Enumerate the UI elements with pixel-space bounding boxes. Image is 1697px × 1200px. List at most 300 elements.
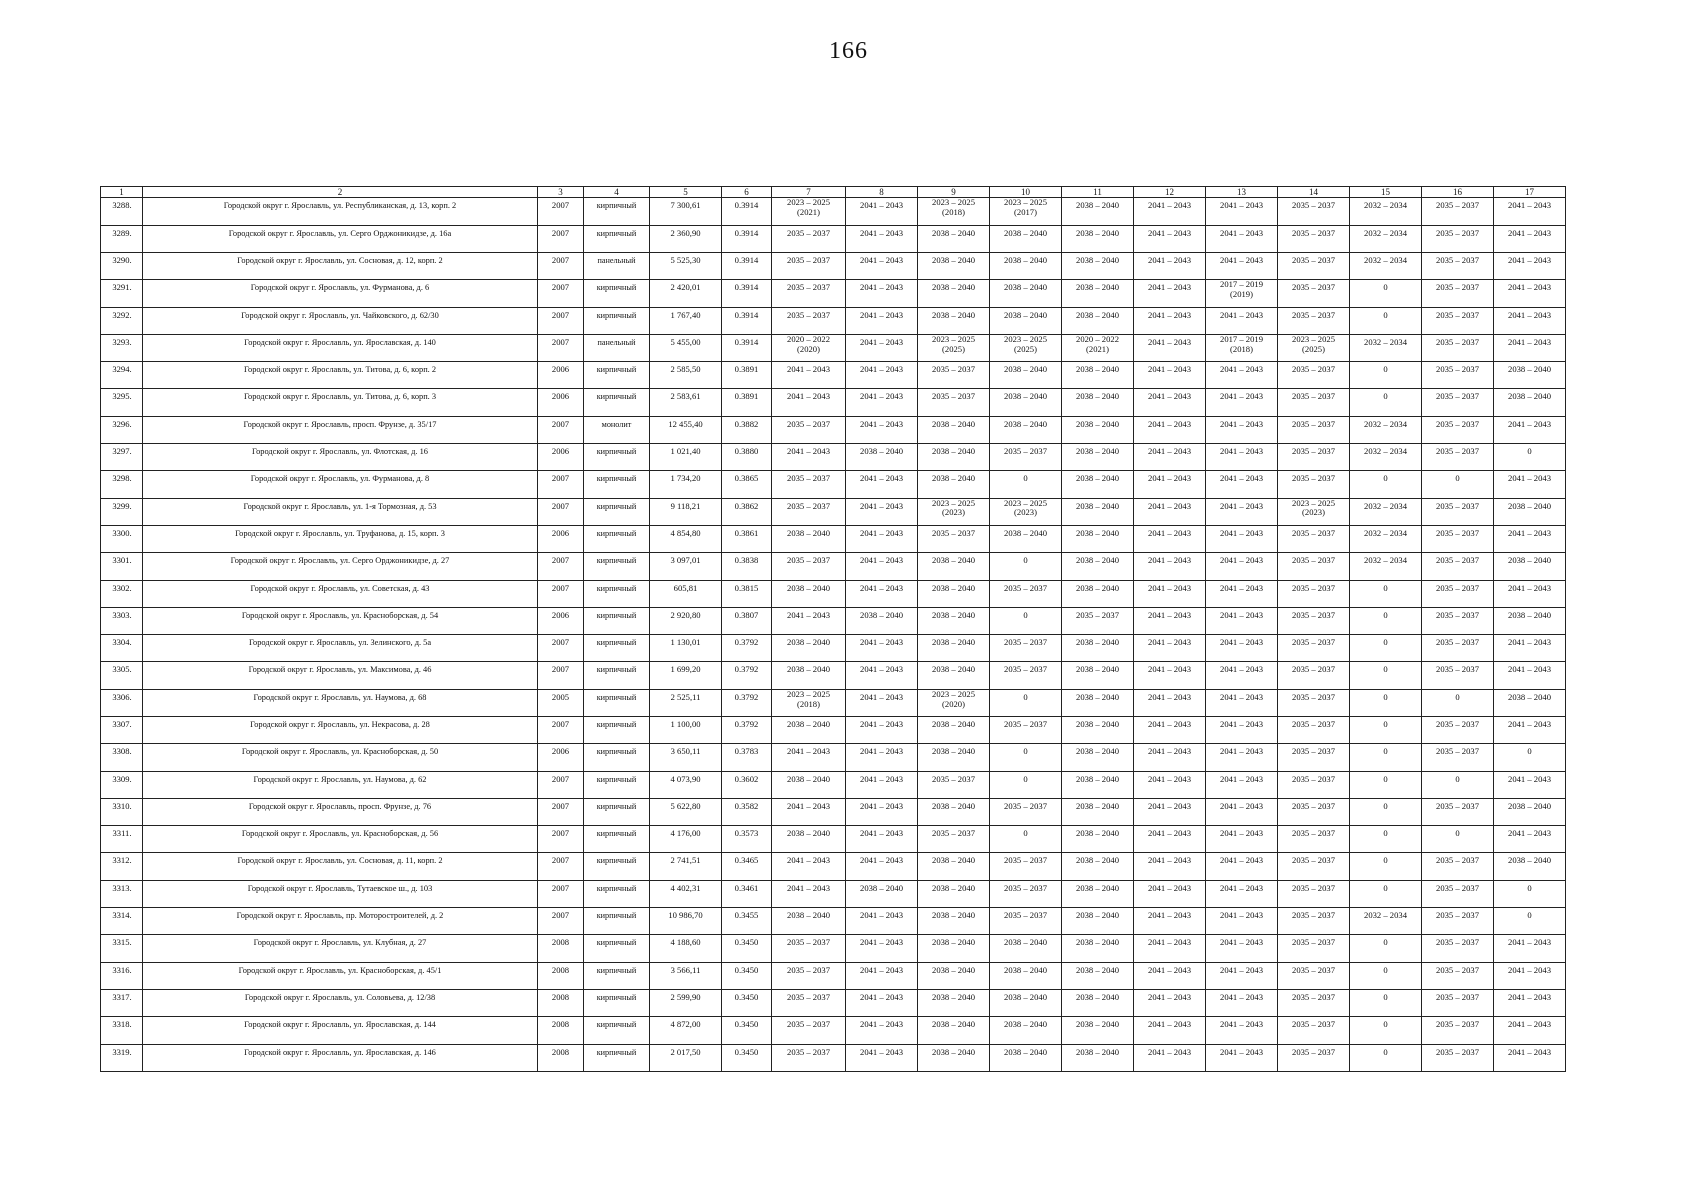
row-number-cell [101,471,143,498]
cell-text: 2038 – 2040 [1076,364,1119,375]
cell-text: 2 420,01 [670,282,701,293]
table-cell [722,553,772,580]
table-cell [1278,989,1350,1016]
cell-text: Городской округ г. Ярославль, ул. Чайковского, д. 62/30 [241,310,439,320]
cell-text: 2007 [551,254,570,265]
cell-text: 2035 – 2037 [1436,282,1479,293]
cell-text: 0.3880 [734,446,759,457]
table-cell [1134,444,1206,471]
cell-text: 2038 – 2040 [1508,364,1551,375]
cell-text: 2041 – 2043 [860,500,903,511]
column-header: 6 [722,187,772,198]
cell-text: 0.3450 [734,1046,759,1057]
table-cell [1206,362,1278,389]
address-cell [143,416,538,443]
table-cell [990,252,1062,279]
cell-text: Городской округ г. Ярославль, ул. 1-я Тормозная, д. 53 [243,501,437,511]
table-cell [1206,635,1278,662]
table-row [101,307,1566,334]
table-cell [1062,334,1134,361]
cell-text: 2038 – 2040 [932,418,975,429]
cell-line: 2023 – 2025 [932,197,975,208]
table-cell [722,362,772,389]
cell-text: 0.3455 [734,910,759,921]
cell-text: 2041 – 2043 [1148,473,1191,484]
table-cell [1350,280,1422,307]
cell-text: 2041 – 2043 [860,828,903,839]
row-number-cell [101,798,143,825]
cell-line: (2017) [1014,207,1037,218]
cell-text: кирпичный [596,801,637,811]
cell-text: 2035 – 2037 [1292,991,1335,1002]
cell-text: 2041 – 2043 [1508,828,1551,839]
cell-text: 2035 – 2037 [1292,800,1335,811]
cell-text: 2035 – 2037 [787,227,830,238]
cell-text: 3295. [112,391,132,402]
cell-text: 2041 – 2043 [860,254,903,265]
cell-text: 2035 – 2037 [1004,882,1047,893]
cell-text: 2038 – 2040 [787,718,830,729]
cell-text: 0.3865 [734,473,759,484]
cell-line: 2023 – 2025 [1004,334,1047,344]
cell-text: 2035 – 2037 [1004,446,1047,457]
cell-text: 2006 [551,446,570,457]
table-cell [1206,471,1278,498]
table-cell [1494,798,1566,825]
table-cell [650,798,722,825]
cell-text: 3313. [112,882,132,893]
address-cell [143,553,538,580]
row-number-cell [101,989,143,1016]
column-header: 13 [1206,187,1278,198]
table-cell [1062,280,1134,307]
row-number-cell [101,880,143,907]
cell-text: кирпичный [596,692,637,702]
cell-text: Городской округ г. Ярославль, ул. Красноборская, д. 45/1 [238,965,442,975]
cell-text: 2008 [551,964,570,975]
table-cell [650,280,722,307]
cell-text: 2041 – 2043 [1220,773,1263,784]
table-cell [538,635,584,662]
cell-text: 2007 [551,664,570,675]
cell-text: 0 [1023,773,1028,784]
cell-text: 2035 – 2037 [1292,855,1335,866]
cell-text: 2041 – 2043 [1148,582,1191,593]
table-cell [1278,389,1350,416]
cell-text: 0.3450 [734,937,759,948]
cell-text: 2032 – 2034 [1364,910,1407,921]
table-cell [1062,580,1134,607]
cell-text: 2041 – 2043 [1220,746,1263,757]
table-cell [918,989,990,1016]
row-number-cell [101,635,143,662]
cell-text: 2035 – 2037 [1436,446,1479,457]
cell-text: 2038 – 2040 [1076,882,1119,893]
cell-text: 2 599,90 [670,991,701,1002]
table-cell [722,1017,772,1044]
cell-text: 3 566,11 [670,964,701,975]
table-cell [1494,334,1566,361]
table-cell [1494,771,1566,798]
table-cell [538,607,584,634]
table-cell [1206,280,1278,307]
cell-text: 2041 – 2043 [1148,391,1191,402]
cell-text: 2035 – 2037 [1004,855,1047,866]
address-cell [143,225,538,252]
cell-text: 2007 [551,800,570,811]
table-cell [990,744,1062,771]
cell-text: 2041 – 2043 [1220,227,1263,238]
table-cell [1494,689,1566,716]
cell-text: кирпичный [596,528,637,538]
column-header: 11 [1062,187,1134,198]
table-cell [918,525,990,552]
cell-text: 2041 – 2043 [1220,391,1263,402]
table-cell [538,989,584,1016]
cell-text: 2041 – 2043 [860,746,903,757]
table-cell [1134,225,1206,252]
table-cell [772,334,846,361]
cell-text: 2035 – 2037 [1436,418,1479,429]
table-cell [846,771,918,798]
table-cell [1422,798,1494,825]
cell-text: 2041 – 2043 [1220,937,1263,948]
cell-text: Городской округ г. Ярославль, ул. Зелинского, д. 5а [248,638,432,648]
cell-text: 3294. [112,364,132,375]
table-cell [1278,280,1350,307]
cell-text: 2035 – 2037 [1292,282,1335,293]
table-row [101,635,1566,662]
cell-text: 0 [1023,609,1028,620]
table-cell [722,1044,772,1071]
table-cell [772,853,846,880]
table-cell [1350,635,1422,662]
table-cell [772,962,846,989]
wall-material-cell [584,553,650,580]
cell-text: 2007 [551,282,570,293]
cell-text: 2035 – 2037 [1436,718,1479,729]
cell-text: кирпичный [596,447,637,457]
cell-text: 2035 – 2037 [1436,964,1479,975]
table-cell [1494,962,1566,989]
table-cell [772,280,846,307]
cell-text: 2041 – 2043 [1148,937,1191,948]
cell-text: 0.3602 [734,773,759,784]
table-cell [990,580,1062,607]
cell-text: 2041 – 2043 [1220,364,1263,375]
cell-text: 2035 – 2037 [1292,664,1335,675]
column-header: 8 [846,187,918,198]
table-cell [918,853,990,880]
table-cell [1206,498,1278,525]
table-cell [1134,580,1206,607]
cell-text: 0 [1383,991,1388,1002]
cell-text: 2035 – 2037 [1004,718,1047,729]
table-cell [990,1044,1062,1071]
cell-text: 0 [1383,691,1388,702]
table-cell [538,826,584,853]
table-cell [1278,416,1350,443]
cell-text: 2038 – 2040 [860,609,903,620]
cell-text: 2041 – 2043 [860,364,903,375]
table-cell [772,935,846,962]
table-cell [990,553,1062,580]
cell-text: 0.3450 [734,1019,759,1030]
cell-line: (2018) [1230,343,1253,354]
row-number-cell [101,525,143,552]
cell-text: 2007 [551,200,570,211]
cell-text: 2041 – 2043 [1220,254,1263,265]
cell-text: кирпичный [596,1020,637,1030]
table-cell [1206,525,1278,552]
table-cell [990,471,1062,498]
table-cell [650,553,722,580]
cell-text: 2038 – 2040 [1076,418,1119,429]
cell-text: 2041 – 2043 [860,309,903,320]
cell-text: Городской округ г. Ярославль, ул. Серго Орджоникидзе, д. 16а [228,228,452,238]
cell-text: 2032 – 2034 [1364,254,1407,265]
table-cell [1422,225,1494,252]
cell-text: кирпичный [596,201,637,211]
cell-text: 2035 – 2037 [1436,309,1479,320]
cell-text: 2038 – 2040 [1076,1019,1119,1030]
cell-text: Городской округ г. Ярославль, ул. Труфанова, д. 15, корп. 3 [235,528,445,538]
cell-text: 2041 – 2043 [1508,964,1551,975]
table-row [101,744,1566,771]
cell-text: 0 [1023,828,1028,839]
cell-text: 2041 – 2043 [860,282,903,293]
table-cell [1062,880,1134,907]
cell-text: кирпичный [596,610,637,620]
table-cell [772,989,846,1016]
table-cell [772,580,846,607]
table-row [101,362,1566,389]
cell-text: 2041 – 2043 [1148,800,1191,811]
cell-text: 2038 – 2040 [1508,555,1551,566]
table-cell [1206,334,1278,361]
table-cell [1134,908,1206,935]
row-number-cell [101,280,143,307]
cell-text: 2035 – 2037 [1292,364,1335,375]
cell-text: 2035 – 2037 [787,254,830,265]
table-cell [1062,1017,1134,1044]
cell-text: 0 [1383,746,1388,757]
wall-material-cell [584,280,650,307]
table-cell [772,771,846,798]
cell-text: 2038 – 2040 [1076,555,1119,566]
cell-text: 2041 – 2043 [1508,527,1551,538]
table-cell [1134,798,1206,825]
cell-text: 2035 – 2037 [1292,446,1335,457]
cell-text: 2041 – 2043 [860,991,903,1002]
address-cell [143,635,538,662]
cell-text: 2032 – 2034 [1364,500,1407,511]
table-cell [1062,689,1134,716]
table-cell [846,935,918,962]
table-cell [650,908,722,935]
table-cell [650,225,722,252]
cell-text: 2007 [551,473,570,484]
table-cell [1350,444,1422,471]
table-cell [538,1017,584,1044]
table-cell [990,853,1062,880]
table-cell [1494,389,1566,416]
cell-text: 3303. [112,609,132,620]
cell-text: 2006 [551,391,570,402]
table-cell [1206,662,1278,689]
table-row [101,225,1566,252]
table-row [101,853,1566,880]
cell-text: 0 [1455,773,1460,784]
table-cell [772,225,846,252]
cell-text: 0 [1527,446,1532,457]
cell-text: 2041 – 2043 [1148,664,1191,675]
wall-material-cell [584,1044,650,1071]
table-cell [538,580,584,607]
table-cell [1494,198,1566,225]
table-cell [1134,853,1206,880]
table-row [101,798,1566,825]
table-cell [1350,662,1422,689]
table-cell [1494,744,1566,771]
row-number-cell [101,580,143,607]
cell-text: 2041 – 2043 [1148,910,1191,921]
table-cell [1206,826,1278,853]
table-cell [722,826,772,853]
table-cell [1350,908,1422,935]
table-cell [990,225,1062,252]
table-cell [1494,826,1566,853]
column-header: 12 [1134,187,1206,198]
cell-text: 2035 – 2037 [1004,910,1047,921]
cell-text: 2041 – 2043 [1220,991,1263,1002]
table-cell [1422,744,1494,771]
cell-text: 2038 – 2040 [1004,527,1047,538]
cell-text: 2 920,80 [670,609,701,620]
cell-text: Городской округ г. Ярославль, ул. Фурманова, д. 6 [250,283,430,293]
table-cell [722,689,772,716]
row-number-cell [101,935,143,962]
table-cell [1206,416,1278,443]
table-cell [650,471,722,498]
cell-text: 2035 – 2037 [1292,773,1335,784]
wall-material-cell [584,798,650,825]
cell-text: 2041 – 2043 [1508,664,1551,675]
cell-text: 2038 – 2040 [787,527,830,538]
cell-text: 2041 – 2043 [860,527,903,538]
cell-text: 2038 – 2040 [1004,391,1047,402]
cell-text: 2035 – 2037 [1436,1046,1479,1057]
table-cell [538,280,584,307]
cell-text: 0 [1383,855,1388,866]
cell-text: 2007 [551,637,570,648]
cell-text: 2041 – 2043 [1220,800,1263,811]
table-cell [1422,962,1494,989]
table-cell [846,1044,918,1071]
cell-text: 3292. [112,309,132,320]
cell-text: 2038 – 2040 [932,609,975,620]
table-cell [1422,662,1494,689]
cell-text: 2035 – 2037 [1436,937,1479,948]
cell-line: (2018) [942,207,965,218]
table-cell [1494,525,1566,552]
table-cell [538,880,584,907]
cell-text: 0 [1023,691,1028,702]
cell-text: 2041 – 2043 [1148,555,1191,566]
table-cell [1350,989,1422,1016]
table-cell [1494,580,1566,607]
cell-line: (2023) [1014,507,1037,518]
cell-text: 3290. [112,254,132,265]
table-cell [846,416,918,443]
address-cell [143,525,538,552]
table-cell [1278,307,1350,334]
cell-text: 2035 – 2037 [787,991,830,1002]
table-cell [1062,635,1134,662]
table-cell [1206,935,1278,962]
wall-material-cell [584,962,650,989]
cell-text: 2035 – 2037 [787,418,830,429]
table-cell [1062,853,1134,880]
cell-text: 2035 – 2037 [1292,828,1335,839]
table-cell [918,962,990,989]
table-cell [1494,416,1566,443]
table-cell [990,689,1062,716]
cell-line: 2023 – 2025 [1004,498,1047,508]
table-cell [1350,362,1422,389]
cell-text: 3302. [112,582,132,593]
cell-text: 2038 – 2040 [1076,473,1119,484]
cell-text: 2007 [551,500,570,511]
cell-text: 3314. [112,910,132,921]
cell-text: 2041 – 2043 [860,391,903,402]
cell-text: 2 017,50 [670,1046,701,1057]
cell-text: 0 [1527,910,1532,921]
cell-text: 2041 – 2043 [1148,336,1191,347]
table-cell [990,280,1062,307]
cell-text: 2035 – 2037 [787,1046,830,1057]
cell-text: 2041 – 2043 [1508,1046,1551,1057]
column-header: 16 [1422,187,1494,198]
table-cell [772,252,846,279]
cell-text: 2041 – 2043 [1148,691,1191,702]
table-cell [538,225,584,252]
cell-text: 2035 – 2037 [932,391,975,402]
cell-text: 2038 – 2040 [1508,391,1551,402]
cell-line: 2023 – 2025 [787,197,830,208]
cell-text: 2038 – 2040 [1004,364,1047,375]
table-cell [1206,607,1278,634]
table-cell [918,908,990,935]
cell-text: 2038 – 2040 [1076,446,1119,457]
table-row [101,1044,1566,1071]
table-cell [650,744,722,771]
table-cell [1278,744,1350,771]
cell-text: 2032 – 2034 [1364,200,1407,211]
table-cell [1494,908,1566,935]
cell-text: 2035 – 2037 [1292,691,1335,702]
table-cell [1206,580,1278,607]
cell-text: 2041 – 2043 [860,1046,903,1057]
table-cell [1206,880,1278,907]
cell-text: 2041 – 2043 [1220,718,1263,729]
cell-text: 3296. [112,418,132,429]
address-cell [143,198,538,225]
table-cell [1422,635,1494,662]
table-cell [650,607,722,634]
table-cell [990,389,1062,416]
address-cell [143,252,538,279]
